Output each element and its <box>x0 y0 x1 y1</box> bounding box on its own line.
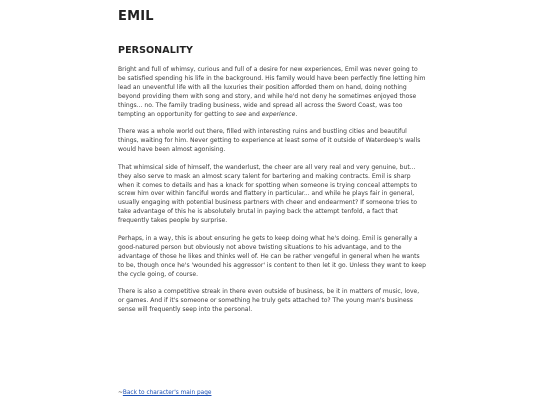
paragraph-3: That whimsical side of himself, the wanderlust, the cheer are all very real and very genuine, but... they also serve to mask an almost scary talent for bartering and making contracts. Emil is sharp when it comes to details and has a knack for spotting when someone is trying conceal attempts to screw him over within fanciful words and flattery in particular... and while he plays fair in general, usually engaging with potential business partners with cheer and endearment? If someone tries to take advantage of this he is absolutely brutal in paying back the attempt tenfold, a fact that frequently takes people by surprise. <box>118 163 418 225</box>
paragraph-4: Perhaps, in a way, this is about ensuring he gets to keep doing what he's doing. Emil is generally a good-natured person but obviously not above twisting situations to his advantage, and to the advantage of those he likes and thinks well of. He can be rather vengeful in general when he wants to be, though once he's 'wounded his aggressor' is content to then let it go. Unless they want to keep the cycle going, of course. <box>118 234 426 278</box>
paragraph-1-end: . <box>295 110 298 118</box>
paragraph-2: There was a whole world out there, filled with interesting ruins and bustling cities and beautiful things, waiting for him. Never getting to experience at least some of it outside of Waterdeep's walls would have been almost agonising. <box>118 128 421 154</box>
paragraph-1-mid: and <box>246 110 262 118</box>
emphasis-experience: experience <box>261 110 296 118</box>
back-navigation <box>118 389 211 397</box>
page-content <box>118 10 426 324</box>
paragraph-5: There is also a competitive streak in there even outside of business, be it in matters of music, love, or games. And if it's someone or something he truly gets attached to? The young man's business sense will frequently seep into the personal. <box>118 288 420 314</box>
back-to-main-page-link[interactable]: Back to character's main page <box>122 390 212 396</box>
paragraph-1-text: Bright and full of whimsy, curious and full of a desire for new experiences, Emil was never going to be satisfied spending his life in the background. His family would have been perfectly fine letting him lead an uneventful life with all the luxuries their position afforded them on hand, doing nothing beyond providing them with song and story, and while he'd not deny he sometimes enjoyed those things... no. The family trading business, wide and spread all across the Sword Coast, was too tempting an opportunity for getting to <box>118 66 426 118</box>
page-title: EMIL <box>118 9 154 24</box>
back-arrow: ~ <box>118 390 123 396</box>
paragraph-1 <box>118 66 426 119</box>
section-heading-personality: PERSONALITY <box>118 45 194 56</box>
emphasis-see: see <box>235 110 247 118</box>
